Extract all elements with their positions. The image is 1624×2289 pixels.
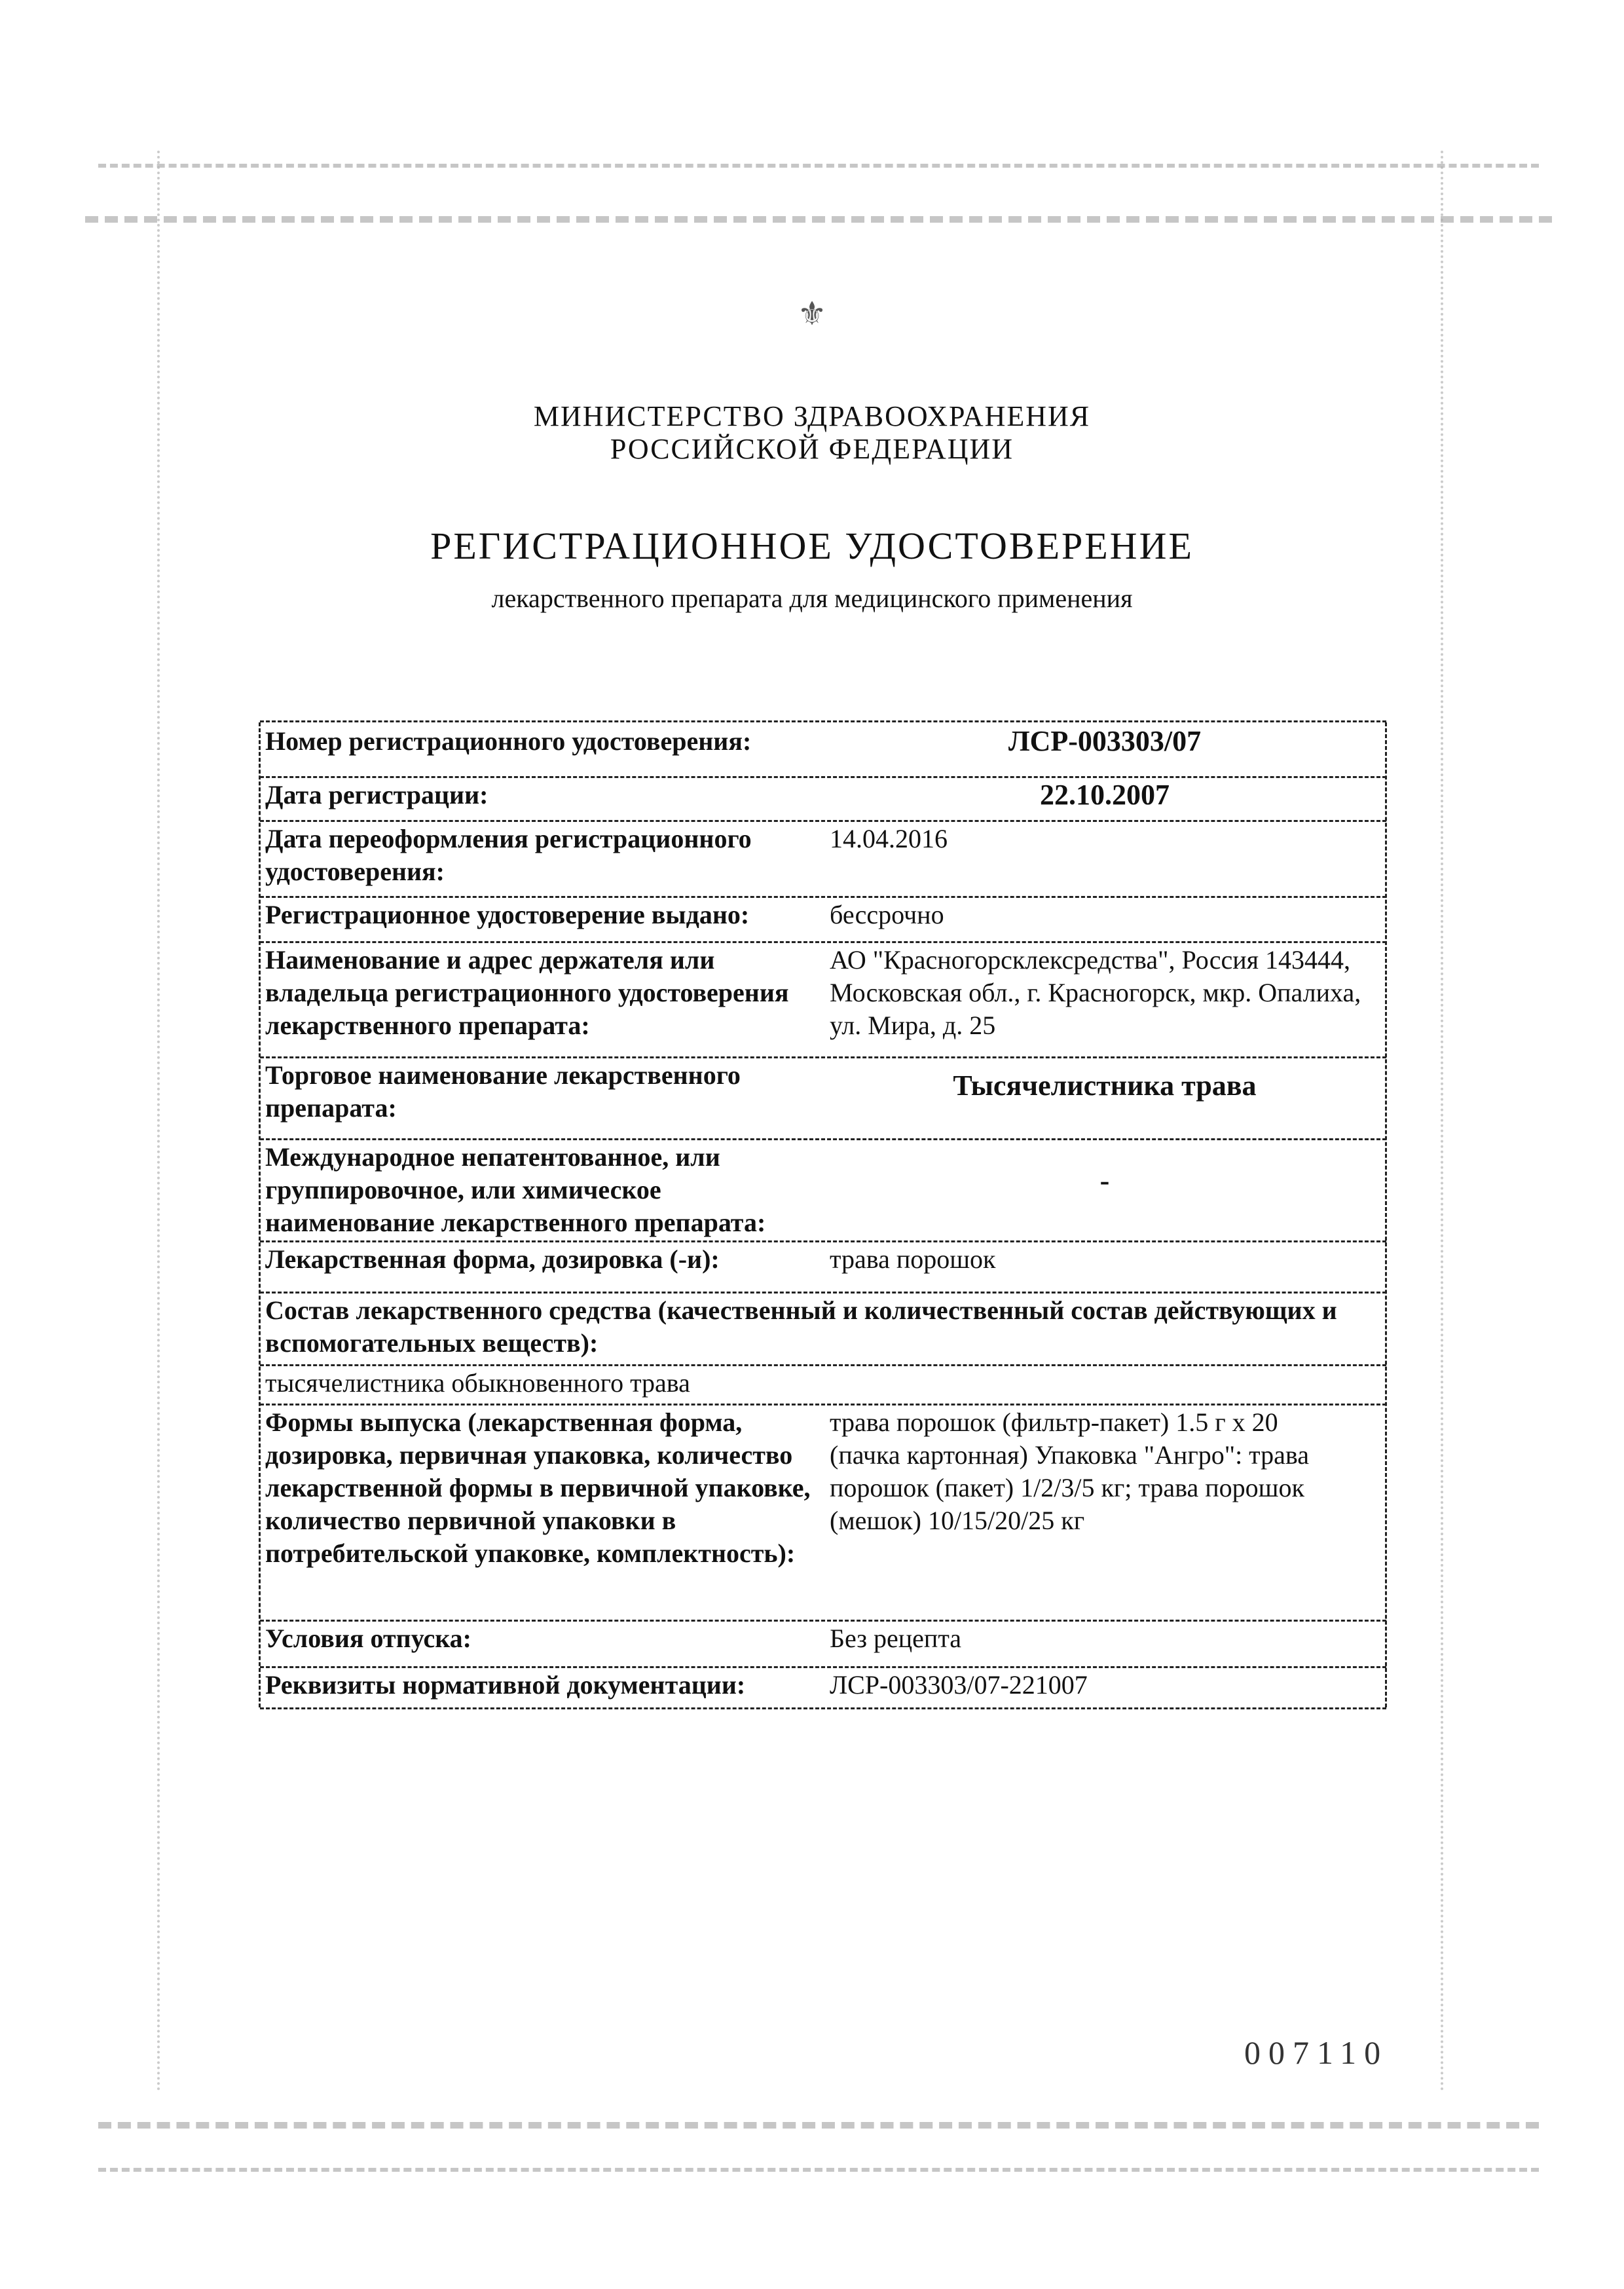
row-value: АО "Красногорсклексредства", Россия 143444, Московская обл., г. Красногорск, мкр. Опалиха, ул. Мира, д. 25 xyxy=(830,945,1361,1040)
table-row xyxy=(260,1138,1386,1242)
table-row xyxy=(260,1292,1386,1366)
row-label: тысячелистника обыкновенного трава xyxy=(265,1368,690,1398)
row-label: Наименование и адрес держателя или владельца регистрационного удостоверения лекарственного препарата: xyxy=(265,945,789,1040)
scan-noise-top xyxy=(85,216,1552,223)
table-row xyxy=(260,820,1386,898)
row-label: Состав лекарственного средства (качественный и количественный состав действующих и вспомогательных веществ): xyxy=(265,1295,1337,1358)
scan-noise-bottom xyxy=(98,2122,1539,2129)
row-label: Лекарственная форма, дозировка (-и): xyxy=(265,1244,720,1274)
row-label: Международное непатентованное, или группировочное, или химическое наименование лекарственного препарата: xyxy=(265,1142,766,1237)
row-value: 22.10.2007 xyxy=(1040,779,1170,811)
row-label: Условия отпуска: xyxy=(265,1624,471,1653)
ministry-line-2: РОССИЙСКОЙ ФЕДЕРАЦИИ xyxy=(610,433,1014,465)
row-label: Формы выпуска (лекарственная форма, дозировка, первичная упаковка, количество лекарственной формы в первичной упаковке, количество первичной упаковки в потребительской упаковке, комплектность): xyxy=(265,1407,811,1568)
table-row xyxy=(260,941,1386,1058)
table-row xyxy=(260,1404,1386,1622)
row-label: Номер регистрационного удостоверения: xyxy=(265,726,752,756)
table-row xyxy=(260,776,1386,822)
table-row xyxy=(260,896,1386,943)
document-subtitle: лекарственного препарата для медицинского применения xyxy=(491,584,1133,613)
table-row xyxy=(260,1364,1386,1405)
row-label: Регистрационное удостоверение выдано: xyxy=(265,900,750,929)
row-value: трава порошок xyxy=(830,1244,996,1274)
row-value: ЛСР-003303/07 xyxy=(1008,725,1202,757)
row-value: - xyxy=(1099,1164,1110,1197)
row-label: Дата переоформления регистрационного удостоверения: xyxy=(265,824,752,886)
table-row xyxy=(260,1666,1386,1709)
table-row xyxy=(260,1620,1386,1668)
row-label: Дата регистрации: xyxy=(265,780,489,810)
row-value: Тысячелистника трава xyxy=(953,1070,1257,1102)
table-row xyxy=(260,1240,1386,1293)
document-title: РЕГИСТРАЦИОННОЕ УДОСТОВЕРЕНИЕ xyxy=(430,525,1194,567)
row-label: Реквизиты нормативной документации: xyxy=(265,1670,746,1700)
row-value: 14.04.2016 xyxy=(830,824,948,853)
emblem-icon: ⚜ xyxy=(797,295,827,332)
serial-number: 007110 xyxy=(1244,2034,1389,2071)
scan-noise-bottom xyxy=(98,2168,1539,2172)
table-row xyxy=(260,1056,1386,1140)
row-value: ЛСР-003303/07-221007 xyxy=(830,1670,1088,1700)
row-value: Без рецепта xyxy=(830,1624,962,1653)
row-value: трава порошок (фильтр-пакет) 1.5 г х 20 (пачка картонная) Упаковка "Ангро": трава порошок (пакет) 1/2/3/5 кг; трава порошок (мешок) 10/15/20/25 кг xyxy=(830,1407,1310,1535)
table-row xyxy=(260,722,1386,778)
ministry-line-1: МИНИСТЕРСТВО ЗДРАВООХРАНЕНИЯ xyxy=(533,400,1091,432)
row-value: бессрочно xyxy=(830,900,944,929)
row-label: Торговое наименование лекарственного препарата: xyxy=(265,1060,741,1123)
scan-noise-top xyxy=(98,164,1539,168)
